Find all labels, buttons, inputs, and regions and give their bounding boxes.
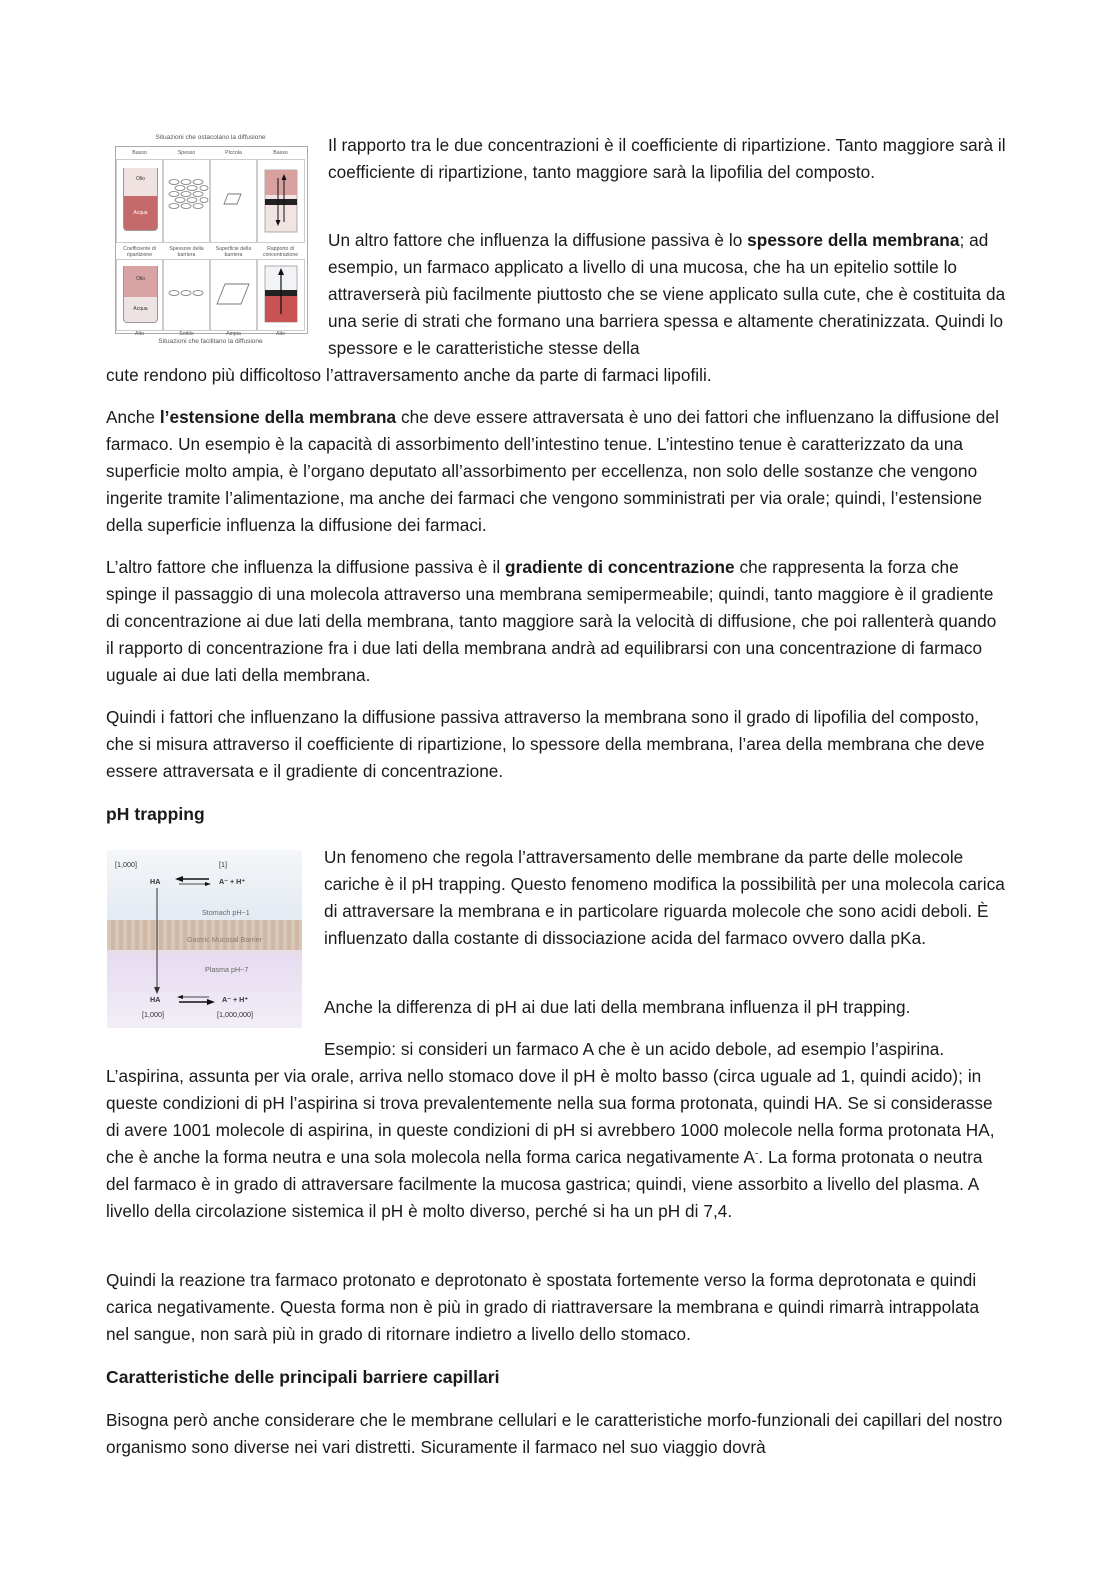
large-surface-icon xyxy=(211,260,256,330)
partition-low-cell xyxy=(116,159,163,243)
header-label: Basso xyxy=(273,150,288,156)
beaker-icon xyxy=(123,168,158,231)
paragraph-example: L’aspirina, assunta per via orale, arriva nello stomaco dove il pH è molto basso (circa uguale ad 1, quindi acido); in queste condizioni di pH l’aspirina si trova prevalentemente nella sua forma protonata, quindi HA. Se si considerasse di avere 1001 molecole di aspirina, in queste condizioni di pH si avrebbero 1000 molecole nella forma protonata HA, che è anche la forma neutra e una sola molecola nella forma carica negativamente A-. La forma protonata o neutra del farmaco è in grado di attraversare facilmente la mucosa gastrica; quindi, viene assorbito a livello del plasma. A livello della circolazione sistemica il pH è molto diverso, perché si ha un pH di 7,4. xyxy=(106,1066,995,1221)
water-label: Acqua xyxy=(133,306,148,312)
ions-top-label: A⁻ + H⁺ xyxy=(219,877,246,886)
paragraph-deprotonated: Quindi la reazione tra farmaco protonato e deprotonato è spostata fortemente verso la forma deprotonata e quindi carica negativamente. Questa forma non è più in grado di riattraversare la membrana e quindi rimarrà intrappolata nel sangue, non sarà più in grado di ritornare indietro a livello dello stomaco. xyxy=(106,1270,980,1344)
header-label: Basso xyxy=(132,150,147,156)
high-gradient-icon xyxy=(258,260,304,330)
figure-grid xyxy=(115,146,308,337)
small-surface-cell xyxy=(210,159,257,243)
paragraph-partition: Il rapporto tra le due concentrazioni è il coefficiente di ripartizione. Tanto maggiore sarà il coefficiente di ripartizione, tanto maggiore sarà la lipofilia del composto. xyxy=(328,135,1006,182)
paragraph-capillaries: Bisogna però anche considerare che le membrane cellulari e le caratteristiche morfo-funzionali dei capillari del nostro organismo sono diverse nei vari distretti. Sicuramente il farmaco nel suo viaggio dovrà xyxy=(106,1410,1003,1457)
heading-capillary-barriers: Caratteristiche delle principali barriere capillari xyxy=(106,1367,500,1387)
paragraph-ph-trapping: Un fenomeno che regola l’attraversamento delle membrane da parte delle molecole cariche è il pH trapping. Questo fenomeno modifica la possibilità per una molecola carica di attraversare la membrana e in particolare riguarda molecole che sono acidi deboli. È influenzato dalla costante di dissociazione acida del farmaco ovvero dalla pKa. xyxy=(324,847,1005,948)
factor-label: Rapporto di concentrazione xyxy=(262,246,299,258)
ions-bottom-label: A⁻ + H⁺ xyxy=(222,995,249,1004)
equilibrium-arrows-icon xyxy=(107,850,302,1028)
header-label: Piccola xyxy=(225,150,242,156)
figure-bottom-caption: Situazioni che facilitano la diffusione xyxy=(158,338,263,345)
diffusion-factors-figure xyxy=(113,134,308,349)
large-surface-cell xyxy=(210,259,257,331)
ha-concentration-top: [1,000] xyxy=(115,860,137,869)
paragraph-summary: Quindi i fattori che influenzano la diffusione passiva attraverso la membrana sono il grado di lipofilia del composto, che si misura attraverso il coefficiente di ripartizione, lo spessore della membrana, l’area della membrana che deve essere attraversata e il gradiente di concentrazione. xyxy=(106,707,985,781)
thick-barrier-cell xyxy=(163,159,210,243)
low-gradient-icon xyxy=(258,160,304,242)
paragraph-extension: Anche l’estensione della membrana che deve essere attraversata è uno dei fattori che influenzano la diffusione del farmaco. Un esempio è la capacità di assorbimento dell’intestino tenue. L’intestino tenue è caratterizzato da una superficie molto ampia, è l’organo deputato all’assorbimento per eccellenza, non solo delle sostanze che vengono ingerite tramite l’alimentazione, ma anche dei farmaci che vengono somministrati per via orale; quindi, l’estensione della superficie influenza la diffusione dei farmaci. xyxy=(106,407,999,535)
oil-label: Olio xyxy=(136,276,145,282)
paragraph-gradient: L’altro fattore che influenza la diffusione passiva è il gradiente di concentrazione che rappresenta la forza che spinge il passaggio di una molecola attraverso una membrana semipermeabile; quindi, tanto maggiore è il gradiente di concentrazione ai due lati della membrana, tanto maggiore sarà la velocità di diffusione, che poi rallenterà quando il rapporto di concentrazione fra i due lati della membrana andrà ad equilibrarsi con una concentrazione di farmaco uguale ai due lati della membrana. xyxy=(106,557,997,685)
high-gradient-cell xyxy=(257,259,305,331)
ha-top-label: HA xyxy=(150,877,161,886)
thick-membrane-icon xyxy=(164,160,209,242)
paragraph-example-first-line: Esempio: si consideri un farmaco A che è un acido debole, ad esempio l’aspirina. xyxy=(324,1039,945,1059)
oil-label: Olio xyxy=(136,176,145,182)
ha-bottom-label: HA xyxy=(150,995,161,1004)
thin-barrier-cell xyxy=(163,259,210,331)
value-label: Sottile xyxy=(179,331,194,337)
value-label: Alto xyxy=(276,331,285,337)
ph-trapping-figure xyxy=(107,850,302,1028)
low-gradient-cell xyxy=(257,159,305,243)
paragraph-thickness-tail: cute rendono più difficoltoso l’attraversamento anche da parte di farmaci lipofili. xyxy=(106,365,712,385)
partition-high-cell xyxy=(116,259,163,331)
water-label: Acqua xyxy=(133,210,148,216)
thin-membrane-icon xyxy=(164,260,209,330)
paragraph-thickness: Un altro fattore che influenza la diffusione passiva è lo spessore della membrana; ad esempio, un farmaco applicato a livello di una mucosa, che ha un epitelio sottile lo attraverserà più facilmente piuttosto che se viene applicato sulla cute, che è costituita da una serie di strati che formano una barriera spessa e altamente cheratinizzata. Quindi lo spessore e le caratteristiche stesse della xyxy=(328,230,1006,358)
header-label: Spesso xyxy=(177,150,196,156)
barrier-label: Gastric Mucosal Barrier xyxy=(187,935,263,944)
heading-ph-trapping: pH trapping xyxy=(106,804,205,824)
ion-concentration-top: [1] xyxy=(219,860,227,869)
value-label: Ampia xyxy=(226,331,241,337)
factor-label: Coefficiente di ripartizione xyxy=(123,246,156,258)
value-label: Alto xyxy=(135,331,144,337)
small-surface-icon xyxy=(211,160,256,242)
plasma-label: Plasma pH~7 xyxy=(205,965,249,974)
stomach-label: Stomach pH~1 xyxy=(202,908,250,917)
paragraph-ph-difference: Anche la differenza di pH ai due lati della membrana influenza il pH trapping. xyxy=(324,997,911,1017)
figure-top-caption: Situazioni che ostacolano la diffusione xyxy=(155,134,266,141)
ha-concentration-bottom: [1,000] xyxy=(142,1010,164,1019)
beaker-icon xyxy=(123,266,158,323)
ion-concentration-bottom: [1,000,000] xyxy=(217,1010,253,1019)
factor-label: Spessore della barriera xyxy=(169,246,204,258)
factor-label: Superficie della barriera xyxy=(215,246,252,258)
